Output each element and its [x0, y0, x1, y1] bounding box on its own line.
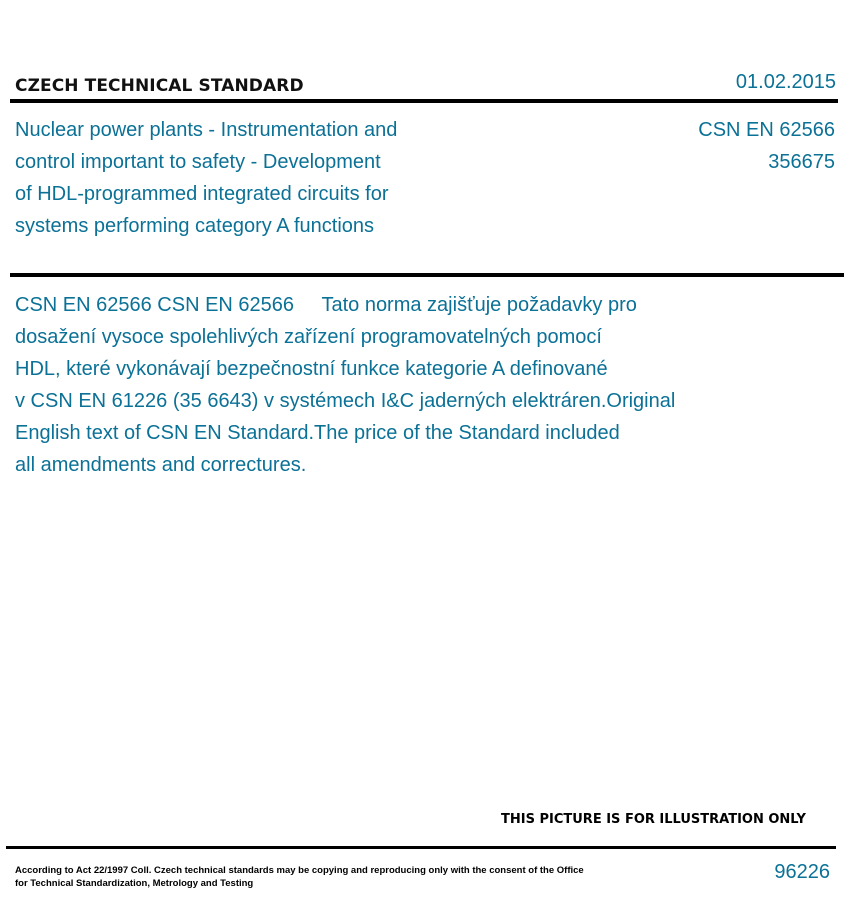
title-line: systems performing category A functions	[15, 215, 375, 237]
standard-title	[15, 114, 455, 242]
classification-number: 356675	[768, 151, 835, 173]
section-divider	[10, 273, 844, 277]
description-line: dosažení vysoce spolehlivých zařízení programovatelných pomocí	[15, 326, 602, 348]
description-line: CSN EN 62566 CSN EN 62566 Tato norma zajišťuje požadavky pro	[15, 294, 637, 316]
document-number: 96226	[774, 861, 830, 883]
description-line: English text of CSN EN Standard.The price of the Standard included	[15, 422, 620, 444]
standard-code: CSN EN 62566	[698, 119, 835, 141]
header-divider	[10, 99, 838, 103]
title-line: control important to safety - Development	[15, 151, 381, 173]
legal-notice	[15, 864, 595, 890]
title-line: of HDL-programmed integrated circuits for	[15, 183, 389, 205]
legal-line: for Technical Standardization, Metrology and Testing	[15, 878, 254, 889]
standard-description	[15, 289, 745, 481]
legal-line: According to Act 22/1997 Coll. Czech technical standards may be copying and reproducing only with the consent of the Office	[15, 865, 584, 876]
standard-type-heading: CZECH TECHNICAL STANDARD	[15, 76, 304, 96]
standard-identifiers	[698, 114, 835, 178]
title-line: Nuclear power plants - Instrumentation and	[15, 119, 398, 141]
description-line: v CSN EN 61226 (35 6643) v systémech I&C jaderných elektráren.Original	[15, 390, 676, 412]
footer-divider	[6, 846, 836, 849]
description-line: HDL, které vykonávají bezpečnostní funkce kategorie A definované	[15, 358, 608, 380]
description-line: all amendments and correctures.	[15, 454, 307, 476]
publication-date: 01.02.2015	[735, 71, 836, 93]
illustration-disclaimer: THIS PICTURE IS FOR ILLUSTRATION ONLY	[501, 812, 806, 827]
